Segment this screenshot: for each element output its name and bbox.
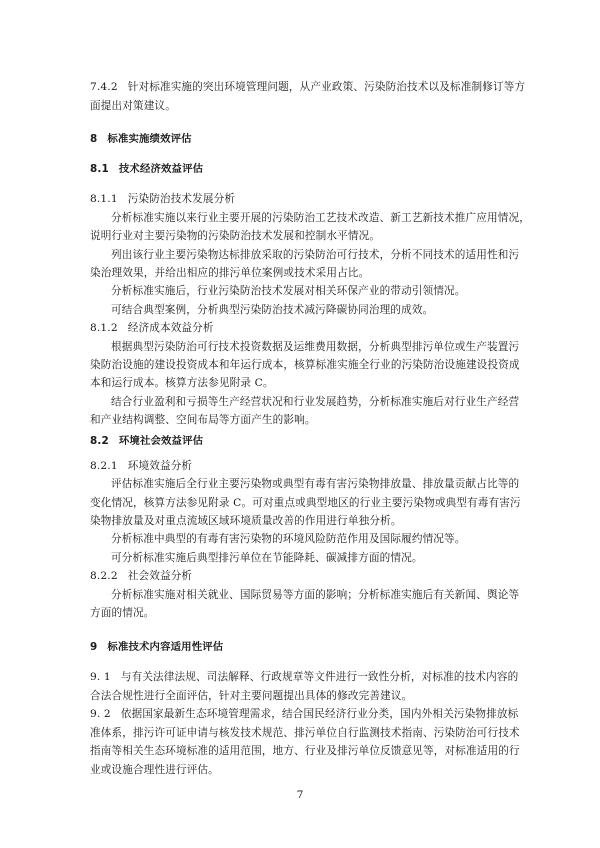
section-9-heading (90, 640, 522, 654)
section-title: 经济成本效益分析 (127, 322, 214, 334)
clause-text: 依据国家最新生态环境管理需求，结合国民经济行业分类，国内外相关污染物排放标 (120, 708, 519, 720)
paragraph: 列出该行业主要污染物达标排放采取的污染防治可行技术，分析不同技术的适用性和污 (111, 249, 520, 261)
section-title: 技术经济效益评估 (118, 163, 204, 175)
clause-9-2-cont: 指南等相关生态环境标准的适用范围，地方、行业及排污单位反馈意见等，对标准适用的行 (90, 745, 520, 757)
paragraph: 分析标准中典型的有毒有害污染物的环境风险防范作用及国际履约情况等。 (111, 533, 466, 545)
section-8-1-heading (90, 162, 522, 176)
clause-7-4-2-cont: 面提出对策建议。 (90, 100, 176, 112)
clause-9-1-cont: 合法合规性进行全面评估，针对主要问题提出具体的修改完善建议。 (90, 690, 413, 702)
paragraph: 根据典型污染防治可行技术投资数据及运维费用数据，分析典型排污单位或生产装置污 (111, 341, 520, 353)
section-8-1-1-heading (90, 192, 522, 206)
paragraph: 结合行业盈利和亏损等生产经营状况和行业发展趋势，分析标准实施后对行业生产经营 (111, 396, 520, 408)
section-number: 8.2.2 (90, 570, 118, 582)
section-title: 污染防治技术发展分析 (127, 193, 236, 205)
section-number: 8.1.2 (90, 322, 118, 334)
section-number: 9 (90, 641, 98, 653)
section-8-2-heading (90, 434, 522, 448)
paragraph-cont: 和产业结构调整、空间布局等方面产生的影响。 (90, 414, 316, 426)
section-8-heading (90, 132, 522, 146)
section-title: 环境效益分析 (127, 460, 193, 472)
clause-9-2-cont: 准体系，排污许可证申请与核发技术规范、排污单位自行监测技术指南、污染防治可行技术 (90, 727, 520, 739)
section-8-2-1-heading (90, 459, 522, 473)
clause-7-4-2 (90, 80, 526, 94)
paragraph: 评估标准实施后全行业主要污染物或典型有毒有害污染物排放量、排放量贡献占比等的 (111, 478, 520, 490)
paragraph-cont: 本和运行成本。核算方法参见附录 C。 (90, 377, 274, 389)
clause-9-2 (90, 707, 522, 721)
section-number: 8.2.1 (90, 460, 118, 472)
paragraph-cont: 说明行业对主要污染物的污染防治技术发展和控制水平情况。 (90, 230, 381, 242)
section-number: 8.1 (90, 163, 109, 175)
clause-number: 9. 1 (90, 671, 111, 683)
clause-number: 9. 2 (90, 708, 111, 720)
section-8-2-2-heading (90, 569, 522, 583)
clause-9-1 (90, 670, 522, 684)
paragraph-cont: 染治理效果，并给出相应的排污单位案例或技术采用占比。 (90, 267, 370, 279)
section-title: 环境社会效益评估 (118, 435, 204, 447)
clause-text: 针对标准实施的突出环境管理问题，从产业政策、污染防治技术以及标准制修订等方 (127, 81, 526, 93)
section-number: 8.1.1 (90, 193, 118, 205)
section-title: 标准技术内容适用性评估 (107, 641, 224, 653)
paragraph: 分析标准实施对相关就业、国际贸易等方面的影响；分析标准实施后有关新闻、舆论等 (111, 589, 520, 601)
paragraph-cont: 染物排放量及对重点流域区域环境质量改善的作用进行单独分析。 (90, 515, 402, 527)
section-number: 8.2 (90, 435, 109, 447)
section-title: 标准实施绩效评估 (107, 133, 192, 145)
paragraph: 可结合典型案例，分析典型污染防治技术减污降碳协同治理的成效。 (111, 304, 434, 316)
clause-text: 与有关法律法规、司法解释、行政规章等文件进行一致性分析，对标准的技术内容的 (120, 671, 519, 683)
paragraph: 分析标准实施后，行业污染防治技术发展对相关环保产业的带动引领情况。 (111, 285, 466, 297)
clause-9-2-cont: 业或设施合理性进行评估。 (90, 764, 219, 776)
paragraph-cont: 变化情况，核算方法参见附录 C。可对重点或典型地区的行业主要污染物或典型有毒有害污 (90, 497, 521, 509)
section-title: 社会效益分析 (127, 570, 193, 582)
paragraph-cont: 染防治设施的建设投资成本和年运行成本，核算标准实施全行业的污染防治设施建设投资成 (90, 359, 520, 371)
clause-number: 7.4.2 (90, 81, 118, 93)
paragraph: 分析标准实施以来行业主要开展的污染防治工艺技术改造、新工艺新技术推广应用情况， (111, 212, 531, 224)
paragraph: 可分析标准实施后典型排污单位在节能降耗、碳减排方面的情况。 (111, 552, 423, 564)
section-number: 8 (90, 133, 98, 145)
page-number: 7 (296, 789, 304, 801)
paragraph-cont: 方面的情况。 (90, 607, 155, 619)
section-8-1-2-heading (90, 321, 522, 335)
